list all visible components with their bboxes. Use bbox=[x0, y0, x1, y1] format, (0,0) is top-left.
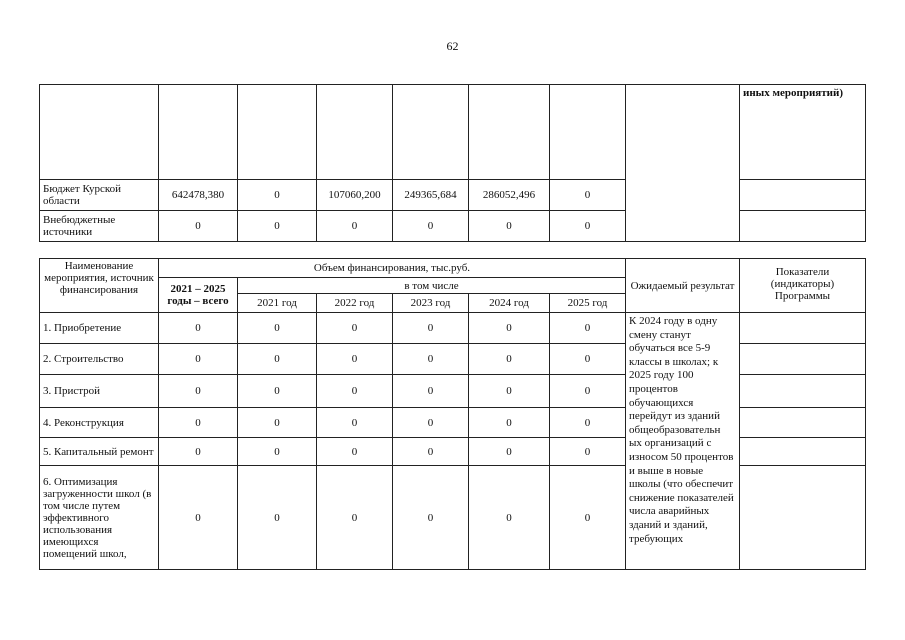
value-2021: 0 bbox=[238, 375, 317, 408]
header-year: 2023 год bbox=[393, 294, 469, 313]
table-row bbox=[40, 344, 866, 375]
row-label: 3. Пристрой bbox=[40, 375, 159, 408]
value-2024: 0 bbox=[469, 211, 550, 242]
indicator-cell bbox=[740, 408, 866, 438]
value-2025: 0 bbox=[550, 438, 626, 466]
value-2022: 0 bbox=[317, 408, 393, 438]
table-row bbox=[40, 85, 866, 180]
row-label: 6. Оптимизация загруженности школ (в том числе путем эффективного использования имеющихся помещений школ, bbox=[40, 466, 159, 570]
value-total: 0 bbox=[159, 375, 238, 408]
value-total: 642478,380 bbox=[159, 180, 238, 211]
value-2022: 0 bbox=[317, 211, 393, 242]
value-2021: 0 bbox=[238, 313, 317, 344]
table-row bbox=[40, 438, 866, 466]
value-total: 0 bbox=[159, 466, 238, 570]
row-label: 1. Приобретение bbox=[40, 313, 159, 344]
value-2025: 0 bbox=[550, 180, 626, 211]
header-indicators: Показатели (индикаторы) Программы bbox=[740, 259, 866, 313]
value-2021: 0 bbox=[238, 344, 317, 375]
value-2025: 0 bbox=[550, 466, 626, 570]
value-2024: 0 bbox=[469, 375, 550, 408]
value-2024: 0 bbox=[469, 438, 550, 466]
value-2024: 0 bbox=[469, 313, 550, 344]
indicator-cell bbox=[740, 344, 866, 375]
continued-table bbox=[39, 84, 866, 242]
cell bbox=[550, 85, 626, 180]
value-2022: 0 bbox=[317, 438, 393, 466]
value-total: 0 bbox=[159, 438, 238, 466]
value-2021: 0 bbox=[238, 408, 317, 438]
value-2022: 0 bbox=[317, 344, 393, 375]
cell bbox=[393, 85, 469, 180]
row-label: 5. Капитальный ремонт bbox=[40, 438, 159, 466]
value-2025: 0 bbox=[550, 344, 626, 375]
header-row bbox=[40, 259, 866, 278]
value-total: 0 bbox=[159, 313, 238, 344]
value-2024: 0 bbox=[469, 466, 550, 570]
indicator-cell bbox=[740, 180, 866, 211]
cell bbox=[159, 85, 238, 180]
row-label: Бюджет Курской области bbox=[40, 180, 159, 211]
value-2024: 286052,496 bbox=[469, 180, 550, 211]
value-2023: 0 bbox=[393, 211, 469, 242]
header-including: в том числе bbox=[238, 278, 626, 294]
value-2023: 0 bbox=[393, 375, 469, 408]
value-2022: 0 bbox=[317, 313, 393, 344]
value-2022: 0 bbox=[317, 466, 393, 570]
value-2021: 0 bbox=[238, 180, 317, 211]
table-row bbox=[40, 408, 866, 438]
table-row bbox=[40, 466, 866, 570]
header-year: 2021 год bbox=[238, 294, 317, 313]
indicator-cell: иных мероприятий) bbox=[740, 85, 866, 180]
indicator-cell bbox=[740, 375, 866, 408]
value-2025: 0 bbox=[550, 375, 626, 408]
indicator-cell bbox=[740, 313, 866, 344]
value-2025: 0 bbox=[550, 211, 626, 242]
value-2023: 0 bbox=[393, 313, 469, 344]
value-2022: 0 bbox=[317, 375, 393, 408]
cell bbox=[469, 85, 550, 180]
row-label: 2. Строительство bbox=[40, 344, 159, 375]
row-label: 4. Реконструкция bbox=[40, 408, 159, 438]
header-expected: Ожидаемый результат bbox=[626, 259, 740, 313]
value-2023: 0 bbox=[393, 344, 469, 375]
indicator-cell bbox=[740, 438, 866, 466]
page-number: 62 bbox=[446, 39, 459, 53]
expected-result-cell bbox=[626, 85, 740, 242]
funding-table bbox=[39, 258, 866, 570]
value-2025: 0 bbox=[550, 408, 626, 438]
indicator-cell bbox=[740, 211, 866, 242]
value-2021: 0 bbox=[238, 466, 317, 570]
value-2024: 0 bbox=[469, 408, 550, 438]
table-row bbox=[40, 375, 866, 408]
row-label: Внебюджетные источники bbox=[40, 211, 159, 242]
value-2021: 0 bbox=[238, 211, 317, 242]
header-year: 2025 год bbox=[550, 294, 626, 313]
header-year: 2022 год bbox=[317, 294, 393, 313]
value-2023: 0 bbox=[393, 408, 469, 438]
row-label bbox=[40, 85, 159, 180]
indicator-cell bbox=[740, 466, 866, 570]
cell bbox=[317, 85, 393, 180]
value-2024: 0 bbox=[469, 344, 550, 375]
value-2023: 0 bbox=[393, 466, 469, 570]
value-2023: 0 bbox=[393, 438, 469, 466]
value-total: 0 bbox=[159, 408, 238, 438]
value-2023: 249365,684 bbox=[393, 180, 469, 211]
header-year: 2024 год bbox=[469, 294, 550, 313]
value-2022: 107060,200 bbox=[317, 180, 393, 211]
table-row bbox=[40, 313, 866, 344]
header-name: Наименование мероприятия, источник финансирования bbox=[40, 259, 159, 313]
value-total: 0 bbox=[159, 211, 238, 242]
value-2025: 0 bbox=[550, 313, 626, 344]
table-row bbox=[40, 180, 866, 211]
cell bbox=[238, 85, 317, 180]
expected-result: К 2024 году в одну смену станут обучаться все 5-9 классы в школах; к 2025 году 100 процентов обучающихся перейдут из зданий общеобразовательн ых организаций с износом 50 процентов и выше в новые школы (что обеспечит снижение показателей числа аварийных зданий и зданий, требующих bbox=[626, 313, 740, 570]
header-total: 2021 – 2025 годы – всего bbox=[159, 278, 238, 313]
table-row bbox=[40, 211, 866, 242]
value-total: 0 bbox=[159, 344, 238, 375]
header-funding: Объем финансирования, тыс.руб. bbox=[159, 259, 626, 278]
value-2021: 0 bbox=[238, 438, 317, 466]
